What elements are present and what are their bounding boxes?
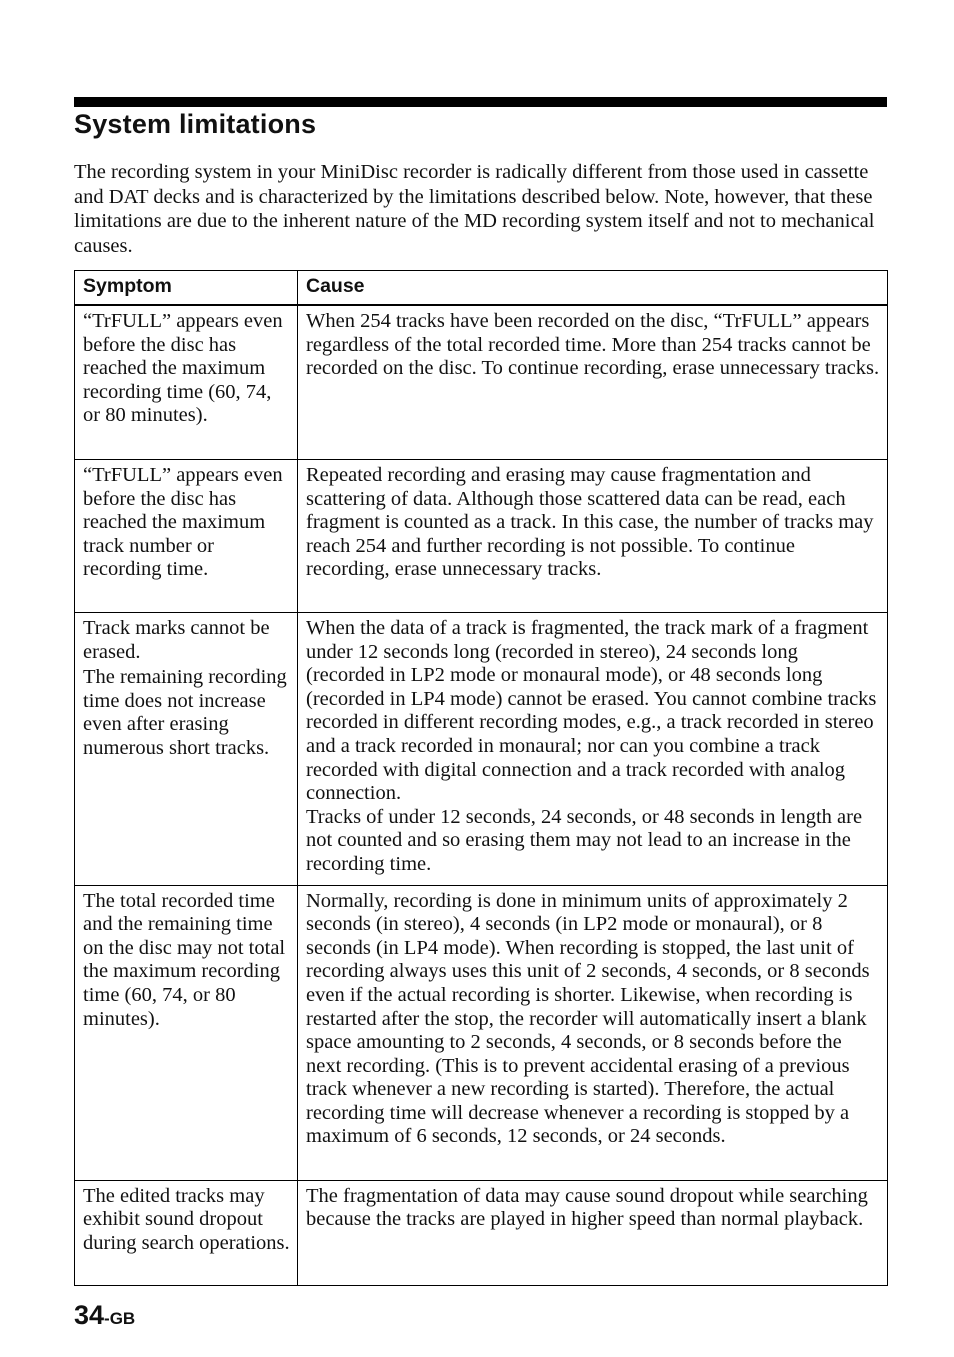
cause-cell bbox=[298, 1180, 888, 1285]
symptom-text: The total recorded time and the remaining time on the disc may not total the maximum recording time (60, 74, or 80 minutes). bbox=[83, 889, 286, 1030]
intro-paragraph: The recording system in your MiniDisc recorder is radically different from those used in cassette and DAT decks and is characterized by the limitations described below. Note, however, that these limitations are due to the inherent nature of the MD recording system itself and not to mechanical causes. bbox=[74, 161, 875, 257]
cause-text: Normally, recording is done in minimum units of approximately 2 seconds (in stereo), 4 seconds (in LP2 mode or monaural), or 8 seconds (in LP4 mode). When recording is stopped, the last unit of recording always uses this unit of 2 seconds, 4 seconds, or 8 seconds even if the actual recording is shorter. Likewise, when recording is restarted after the stop, the recorder will automatically insert a blank space amounting to 2 seconds, 4 seconds, or 8 seconds before the next recording. (This is to prevent accidental erasing of a previous track whenever a new recording is started). Therefore, the actual recording time will decrease whenever a recording is stopped by a maximum of 6 seconds, 12 seconds, or 24 seconds. bbox=[306, 889, 870, 1148]
page-title: System limitations bbox=[74, 109, 317, 139]
header-cause: Cause bbox=[298, 271, 888, 306]
symptom-text: “TrFULL” appears even before the disc has reached the maximum track number or recording time. bbox=[83, 464, 283, 581]
cause-cell bbox=[298, 460, 888, 613]
table-row bbox=[75, 1180, 888, 1285]
cause-text: The fragmentation of data may cause sound dropout while searching because the tracks are played in higher speed than normal playback. bbox=[306, 1184, 868, 1231]
symptom-cell bbox=[75, 885, 298, 1180]
cause-text: When 254 tracks have been recorded on the disc, “TrFULL” appears regardless of the total recorded time. More than 254 tracks cannot be recorded on the disc. To continue recording, erase unnecessary tracks. bbox=[306, 310, 880, 380]
page-number-value: 34 bbox=[74, 1300, 105, 1330]
table-row bbox=[75, 460, 888, 613]
cause-cell bbox=[298, 613, 888, 886]
cause-text: When the data of a track is fragmented, the track mark of a fragment under 12 seconds long (recorded in stereo), 24 seconds long (recorded in LP2 mode or monaural mode), or 48 seconds long (recorded in LP4 mode) cannot be erased. You cannot combine tracks recorded in different recording modes, e.g., a track recorded in stereo and a track recorded in monaural; nor can you combine a track recorded with digital connection and a track recorded with analog connection. bbox=[306, 617, 877, 805]
symptom-cell bbox=[75, 460, 298, 613]
cause-cell bbox=[298, 885, 888, 1180]
table-row bbox=[75, 305, 888, 460]
symptom-text: The edited tracks may exhibit sound dropout during search operations. bbox=[83, 1184, 290, 1254]
limitations-table bbox=[74, 270, 888, 1286]
symptom-cell bbox=[75, 1180, 298, 1285]
page-number bbox=[74, 1300, 135, 1331]
symptom-text: Track marks cannot be erased. bbox=[83, 617, 270, 663]
cause-cell bbox=[298, 305, 888, 460]
symptom-text: The remaining recording time does not increase even after erasing numerous short tracks. bbox=[83, 666, 287, 759]
symptom-cell bbox=[75, 305, 298, 460]
symptom-cell bbox=[75, 613, 298, 886]
cause-text: Repeated recording and erasing may cause fragmentation and scattering of data. Although those scattered data can be read, each fragment is counted as a track. In this case, the number of tracks may reach 254 and further recording is not possible. To continue recording, erase unnecessary tracks. bbox=[306, 464, 874, 581]
page-number-suffix: -GB bbox=[104, 1309, 136, 1328]
table-header-row bbox=[75, 271, 888, 306]
heading-rule bbox=[74, 97, 887, 107]
table-row bbox=[75, 613, 888, 886]
cause-text: Tracks of under 12 seconds, 24 seconds, or 48 seconds in length are not counted and so erasing them may not lead to an increase in the recording time. bbox=[306, 805, 863, 875]
symptom-text: “TrFULL” appears even before the disc has reached the maximum recording time (60, 74, or 80 minutes). bbox=[83, 310, 283, 427]
header-symptom: Symptom bbox=[75, 271, 298, 306]
table-row bbox=[75, 885, 888, 1180]
